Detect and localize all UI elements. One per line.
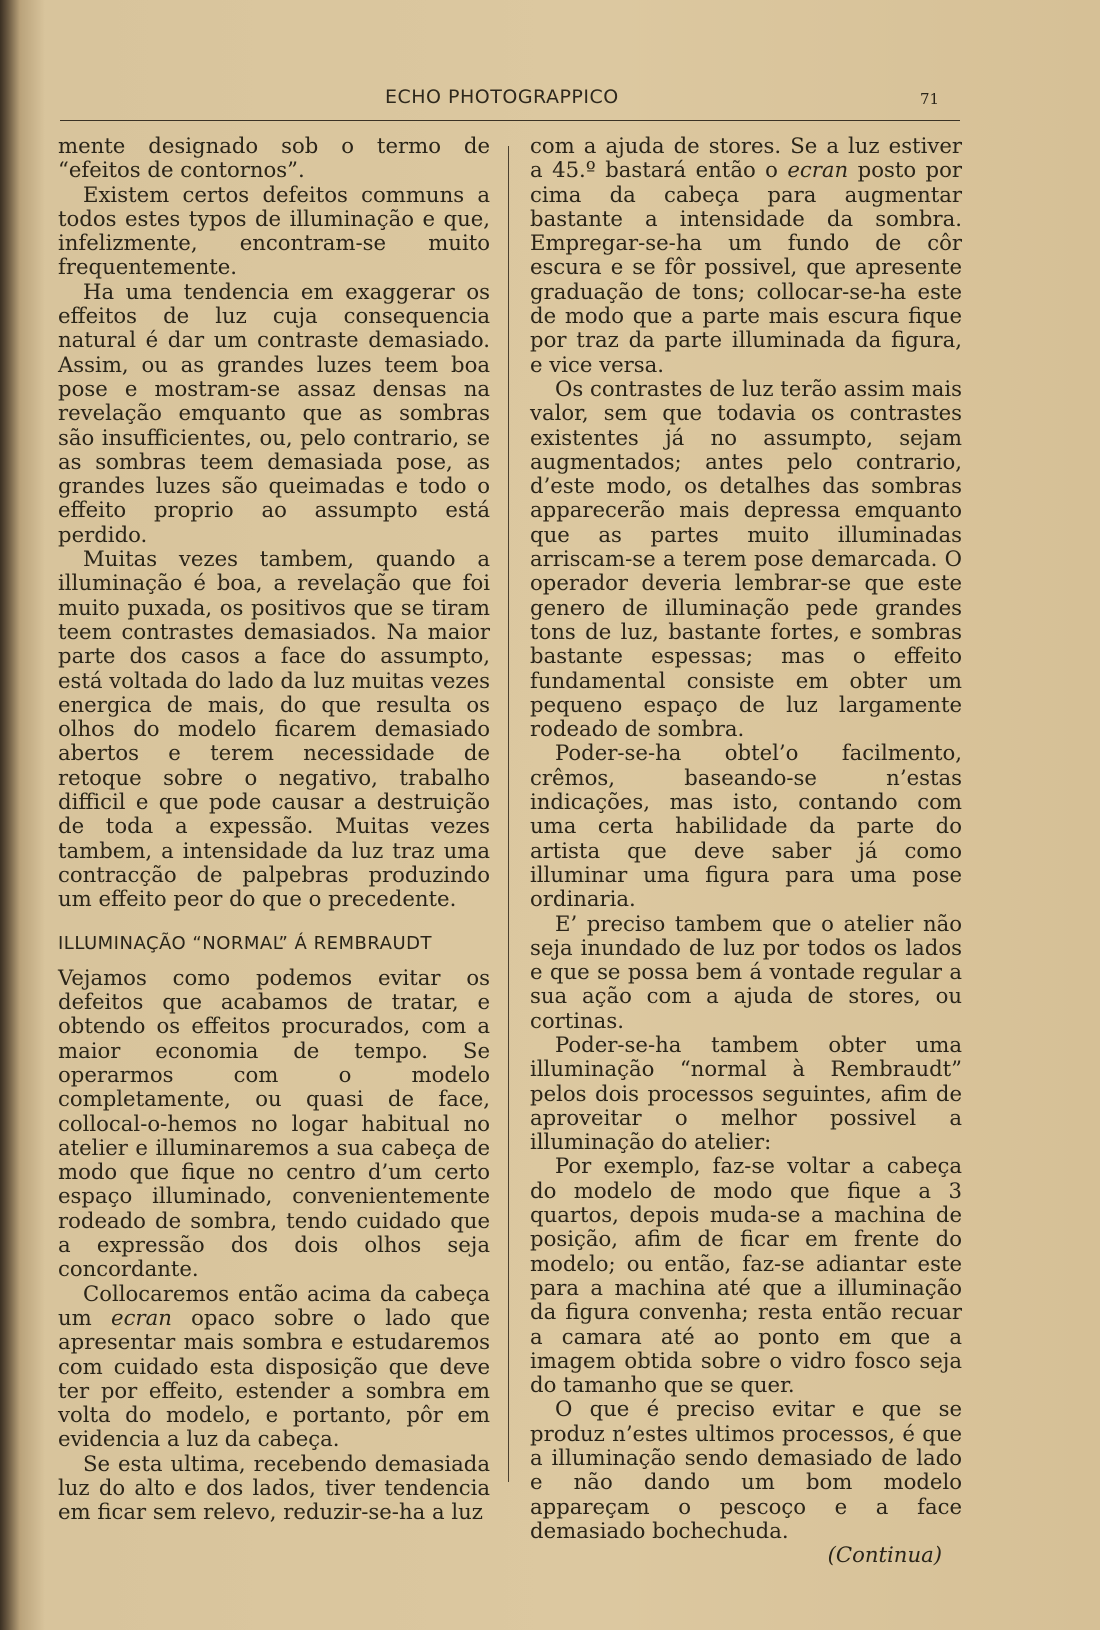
page-header [60,82,960,112]
paragraph: Se esta ultima, recebendo demasiada luz do alto e dos lados, tiver tendencia em ficar sem relevo, reduzir-se-ha a luz [58,1450,490,1525]
paragraph [58,1282,490,1452]
paragraph: Por exemplo, faz-se voltar a cabeça do modelo de modo que fique a 3 quartos, depois muda-se a machina de posição, afim de ficar em frente do modelo; ou então, faz-se adiantar este para a machina até que a illuminação da figura convenha; resta então recuar a camara até ao ponto em que a imagem obtida sobre o vidro fosco seja do tamanho que se quer. [530,1153,962,1398]
text-run: opaco sobre o lado que apresentar mais sombra e estudaremos com cuidado esta disposição que deve ter por effeito, estender a sombra em volta do modelo, e portanto, pôr em evidencia a luz da cabeça. [58,1304,490,1452]
paragraph: mente designado sob o termo de “efeitos de contornos”. [58,133,490,183]
paragraph: O que é preciso evitar e que se produz n’estes ultimos processos, é que a illuminação sendo demasiado de lado e não dando um bom modelo appareçam o pescoço e a face demasiado bochechuda. [530,1396,962,1543]
continued-note: (Continua) [827,1542,942,1568]
page-number: 71 [920,90,940,108]
section-heading: ILLUMINAÇÃO “NORMAL” Á REMBRAUDT [58,932,432,954]
column-rule [508,146,509,1482]
paragraph: E’ preciso tambem que o atelier não seja inundado de luz por todos os lados e que se possa bem á vontade regular a sua ação com a ajuda de stores, ou cortinas. [530,910,962,1033]
text-run: com a ajuda de stores. Se a luz estiver a 45.º bastará então o [530,133,962,183]
paragraph: Existem certos defeitos communs a todos estes typos de illuminação e que, infelizmente, encontram-se muito frequentemente. [58,181,490,280]
italic-term: ecran [111,1304,172,1330]
left-column [58,134,490,1525]
paragraph [530,134,962,377]
running-title: ECHO PHOTOGRAPPICO [385,86,619,108]
italic-term: ecran [787,157,849,183]
right-column [530,134,962,1568]
text-run: posto por cima da cabeça para augmentar bastante a intensidade da sombra. Empregar-se-ha um fundo de côr escura e se fôr possivel, que apresente graduação de tons; collocar-se-ha este de modo que a parte mais escura fique por traz da parte illuminada da figura, e vice versa. [530,157,962,377]
paragraph: Poder-se-ha tambem obter uma illuminação “normal à Rembraudt” pelos dois processos seguintes, afim de aproveitar o melhor possivel a illuminação do atelier: [530,1031,962,1155]
paragraph: Muitas vezes tambem, quando a illuminação é boa, a revelação que foi muito puxada, os positivos que se tiram teem contrastes demasiados. Na maior parte dos casos a face do assumpto, está voltada do lado da luz muitas vezes energica de mais, do que resulta os olhos do modelo ficarem demasiado abertos e terem necessidade de retoque sobre o negativo, trabalho difficil e que pode causar a destruição de toda a expessão. Muitas vezes tambem, a intensidade da luz traz uma contracção de palpebras produzindo um effeito peor do que o precedente. [58,546,490,912]
paragraph: Os contrastes de luz terão assim mais valor, sem que todavia os contrastes existentes já no assumpto, sejam augmentados; antes pelo contrario, d’este modo, os detalhes das sombras apparecerão mais depressa emquanto que as partes muito illuminadas arriscam-se a terem pose demarcada. O operador deveria lembrar-se que este genero de illuminação pede grandes tons de luz, bastante fortes, e sombras bastante espessas; mas o effeito fundamental consiste em obter um pequeno espaço de luz largamente rodeado de sombra. [530,375,962,742]
paragraph: Ha uma tendencia em exaggerar os effeitos de luz cuja consequencia natural é dar um contraste demasiado. Assim, ou as grandes luzes teem boa pose e mostram-se assaz densas na revelação emquanto que as sombras são insufficientes, ou, pelo contrario, se as sombras teem demasiada pose, as grandes luzes são queimadas e todo o effeito proprio ao assumpto está perdido. [58,278,490,547]
text-run: Collocaremos então acima da cabeça um [58,1280,490,1330]
paragraph: Vejamos como podemos evitar os defeitos que acabamos de tratar, e obtendo os effeitos procurados, com a maior economia de tempo. Se operarmos com o modelo completamente, ou quasi de face, collocal-o-hemos no logar habitual no atelier e illuminaremos a sua cabeça de modo que fique no centro d’um certo espaço illuminado, convenientemente rodeado de sombra, tendo cuidado que a expressão dos dois olhos seja concordante. [58,964,490,1282]
header-rule [60,120,960,121]
paragraph: Poder-se-ha obtel’o facilmento, crêmos, baseando-se n’estas indicações, mas isto, contando com uma certa habilidade da parte do artista que deve saber já como illuminar uma figura para uma pose ordinaria. [530,740,962,912]
